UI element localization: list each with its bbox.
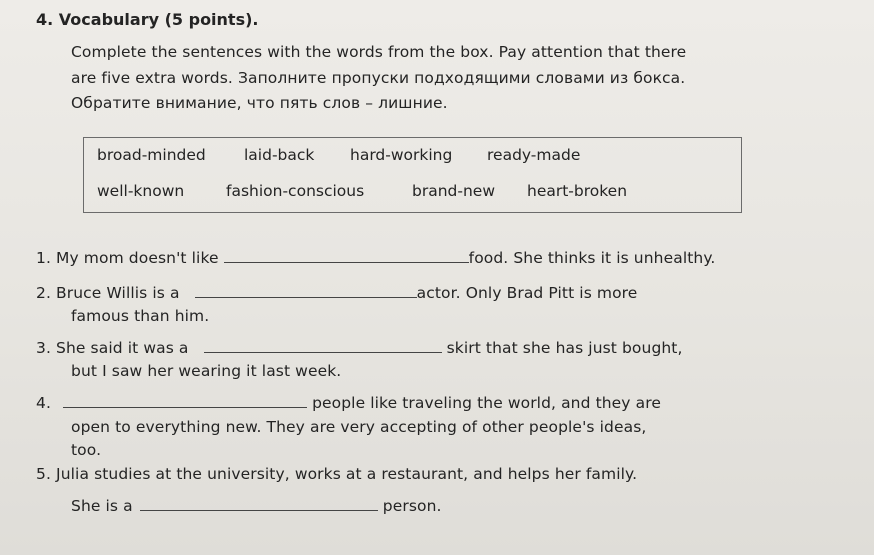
task-number: 4. xyxy=(36,10,54,29)
sentence-number: 5. xyxy=(36,465,51,483)
sentence-text-after: people like traveling the world, and they are xyxy=(312,394,661,412)
sentence-text-after: skirt that she has just bought, xyxy=(446,339,683,357)
task-heading xyxy=(36,10,259,29)
sentence-text-before: Bruce Willis is a xyxy=(56,284,180,302)
sentence-3-continued: but I saw her wearing it last week. xyxy=(71,362,342,380)
sentence-2 xyxy=(36,284,637,302)
sentence-4-continued: open to everything new. They are very accepting of other people's ideas, xyxy=(71,418,647,436)
sentence-1 xyxy=(36,249,715,267)
sentence-text: Julia studies at the university, works at a restaurant, and helps her family. xyxy=(56,465,638,483)
sentence-5-continued xyxy=(71,497,442,515)
sentence-number: 4. xyxy=(36,394,51,412)
sentence-5 xyxy=(36,465,637,483)
sentence-number: 1. xyxy=(36,249,51,267)
answer-blank[interactable] xyxy=(204,352,442,353)
sentence-text-before: My mom doesn't like xyxy=(56,249,219,267)
answer-blank[interactable] xyxy=(140,510,378,511)
sentence-text-before: She is a xyxy=(71,497,133,515)
sentence-text-after: food. She thinks it is unhealthy. xyxy=(468,249,716,267)
sentence-4 xyxy=(36,394,661,412)
instructions-line-3: Обратите внимание, что пять слов – лишние. xyxy=(71,94,448,112)
sentence-text-before: She said it was a xyxy=(56,339,189,357)
sentence-number: 3. xyxy=(36,339,51,357)
instructions-en-2: are five extra words. xyxy=(71,69,233,87)
word-option: laid-back xyxy=(244,146,315,164)
answer-blank[interactable] xyxy=(63,407,307,408)
word-option: ready-made xyxy=(487,146,581,164)
sentence-text-after: actor. Only Brad Pitt is more xyxy=(416,284,638,302)
sentence-4-continued: too. xyxy=(71,441,102,459)
word-option: heart-broken xyxy=(527,182,628,200)
word-option: brand-new xyxy=(412,182,496,200)
instructions-line-1: Complete the sentences with the words from the box. Pay attention that there xyxy=(71,43,687,61)
word-option: broad-minded xyxy=(97,146,206,164)
sentence-3 xyxy=(36,339,683,357)
task-title: Vocabulary (5 points). xyxy=(58,10,259,29)
word-option: hard-working xyxy=(350,146,453,164)
sentence-2-continued: famous than him. xyxy=(71,307,210,325)
word-option: well-known xyxy=(97,182,185,200)
instructions-ru-1: Заполните пропуски подходящими словами из бокса. xyxy=(237,69,686,87)
word-option: fashion-conscious xyxy=(226,182,365,200)
instructions-line-2 xyxy=(71,69,685,87)
sentence-text-after: person. xyxy=(382,497,442,515)
answer-blank[interactable] xyxy=(224,262,469,263)
sentence-number: 2. xyxy=(36,284,51,302)
answer-blank[interactable] xyxy=(195,297,417,298)
